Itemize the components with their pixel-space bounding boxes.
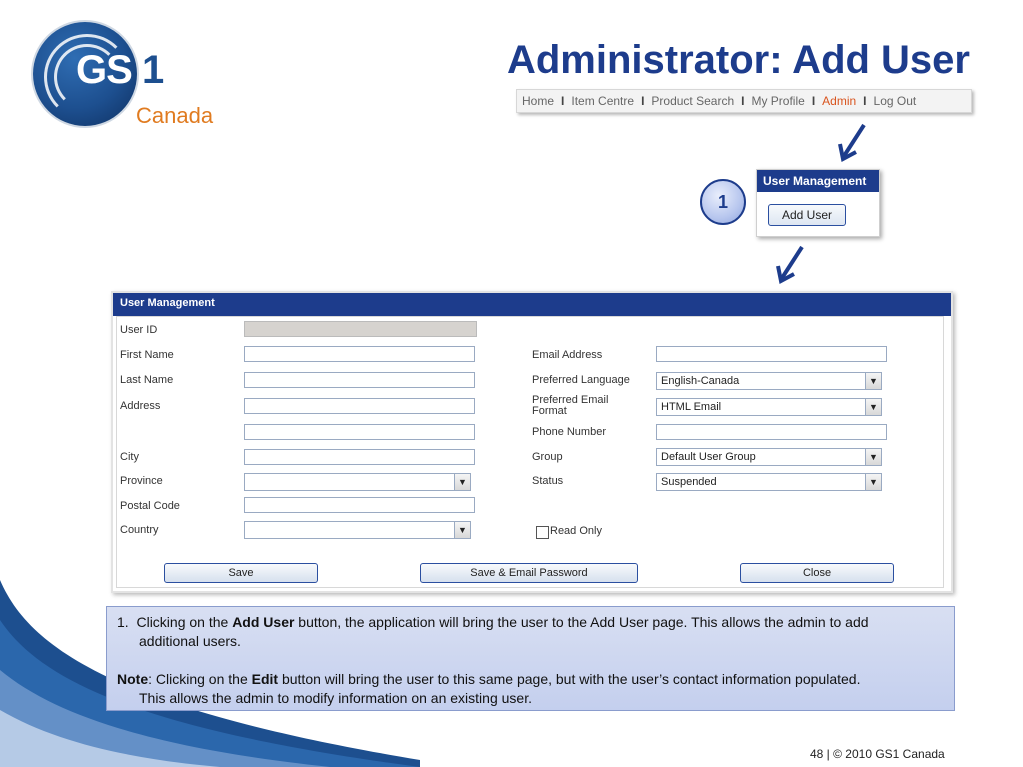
last-name-label: Last Name bbox=[120, 374, 174, 386]
step-number-badge: 1 bbox=[700, 179, 746, 225]
group-value: Default User Group bbox=[661, 451, 756, 463]
logo-one: 1 bbox=[142, 48, 165, 92]
phone-number-label: Phone Number bbox=[532, 426, 606, 438]
status-label: Status bbox=[532, 475, 564, 487]
preferred-language-value: English-Canada bbox=[661, 375, 740, 387]
first-name-field[interactable] bbox=[244, 346, 475, 362]
user-id-label: User ID bbox=[120, 324, 158, 336]
postal-code-field[interactable] bbox=[244, 497, 475, 513]
save-button[interactable]: Save bbox=[164, 563, 318, 583]
gs1-canada-logo bbox=[30, 20, 214, 140]
postal-code-label: Postal Code bbox=[120, 500, 180, 512]
save-email-password-button[interactable]: Save & Email Password bbox=[420, 563, 638, 583]
arrow-down-left-icon bbox=[836, 122, 870, 164]
arrow-down-left-icon bbox=[774, 244, 808, 286]
group-select[interactable] bbox=[656, 448, 882, 466]
note-text-bold: Edit bbox=[251, 671, 279, 687]
chevron-down-icon[interactable]: ▼ bbox=[454, 522, 470, 538]
read-only-label: Read Only bbox=[550, 525, 602, 537]
status-select[interactable] bbox=[656, 473, 882, 491]
province-select[interactable] bbox=[244, 473, 471, 491]
email-label: Email Address bbox=[532, 349, 603, 361]
page-title: Administrator: Add User bbox=[506, 38, 970, 82]
nav-separator: I bbox=[741, 94, 745, 108]
user-id-field bbox=[244, 321, 477, 337]
logo-canada: Canada bbox=[136, 103, 214, 128]
logo-gs: GS bbox=[76, 48, 132, 92]
form-header: User Management bbox=[113, 293, 951, 316]
preferred-email-format-value: HTML Email bbox=[661, 401, 722, 413]
address-line2-field[interactable] bbox=[244, 424, 475, 440]
user-management-menu-header: User Management bbox=[757, 170, 879, 192]
city-field[interactable] bbox=[244, 449, 475, 465]
read-only-checkbox[interactable] bbox=[536, 526, 549, 539]
preferred-email-format-label-line2: Format bbox=[532, 405, 567, 417]
nav-separator: I bbox=[561, 94, 565, 108]
nav-admin[interactable]: Admin bbox=[822, 94, 857, 108]
nav-separator: I bbox=[863, 94, 867, 108]
note-text: button, the application will bring the user to the Add User page. This allows the admin to add bbox=[294, 614, 869, 630]
preferred-email-format-label bbox=[532, 395, 608, 417]
note-text: Clicking on the bbox=[136, 614, 233, 630]
nav-item-centre[interactable]: Item Centre bbox=[571, 94, 635, 108]
nav-home[interactable]: Home bbox=[522, 94, 555, 108]
phone-number-field[interactable] bbox=[656, 424, 887, 440]
note-paragraph bbox=[117, 670, 944, 689]
nav-separator: I bbox=[811, 94, 816, 108]
email-field[interactable] bbox=[656, 346, 887, 362]
nav-log-out[interactable]: Log Out bbox=[873, 94, 917, 108]
country-label: Country bbox=[120, 524, 159, 536]
note-item-1 bbox=[117, 613, 944, 632]
note-item-number: 1. bbox=[117, 614, 129, 630]
status-value: Suspended bbox=[661, 476, 717, 488]
nav-separator: I bbox=[641, 94, 645, 108]
add-user-form bbox=[111, 291, 953, 593]
preferred-email-format-select[interactable] bbox=[656, 398, 882, 416]
close-button[interactable]: Close bbox=[740, 563, 894, 583]
last-name-field[interactable] bbox=[244, 372, 475, 388]
add-user-button[interactable]: Add User bbox=[768, 204, 846, 226]
chevron-down-icon[interactable]: ▼ bbox=[865, 399, 881, 415]
nav-product-search[interactable]: Product Search bbox=[651, 94, 735, 108]
nav-my-profile[interactable]: My Profile bbox=[751, 94, 805, 108]
note-label: Note bbox=[117, 671, 149, 687]
province-label: Province bbox=[120, 475, 163, 487]
note-text-bold: Add User bbox=[232, 614, 295, 630]
city-label: City bbox=[120, 451, 139, 463]
instruction-note bbox=[106, 606, 955, 711]
address-line1-field[interactable] bbox=[244, 398, 475, 414]
group-label: Group bbox=[532, 451, 563, 463]
note-text: button will bring the user to this same page, but with the user’s contact information populated. bbox=[278, 671, 861, 687]
chevron-down-icon[interactable]: ▼ bbox=[865, 474, 881, 490]
user-management-menu bbox=[756, 169, 880, 237]
address-label: Address bbox=[120, 400, 161, 412]
chevron-down-icon[interactable]: ▼ bbox=[865, 373, 881, 389]
country-select[interactable] bbox=[244, 521, 471, 539]
note-paragraph-cont: This allows the admin to modify information on an existing user. bbox=[139, 690, 532, 706]
first-name-label: First Name bbox=[120, 349, 174, 361]
chevron-down-icon[interactable]: ▼ bbox=[865, 449, 881, 465]
preferred-language-select[interactable] bbox=[656, 372, 882, 390]
top-nav bbox=[516, 89, 972, 113]
chevron-down-icon[interactable]: ▼ bbox=[454, 474, 470, 490]
footer: 48 | © 2010 GS1 Canada bbox=[810, 747, 945, 761]
preferred-email-format-label-line1: Preferred Email bbox=[532, 394, 609, 406]
preferred-language-label: Preferred Language bbox=[532, 374, 630, 386]
note-text: : Clicking on the bbox=[148, 671, 252, 687]
note-item-1-cont: additional users. bbox=[139, 633, 241, 649]
